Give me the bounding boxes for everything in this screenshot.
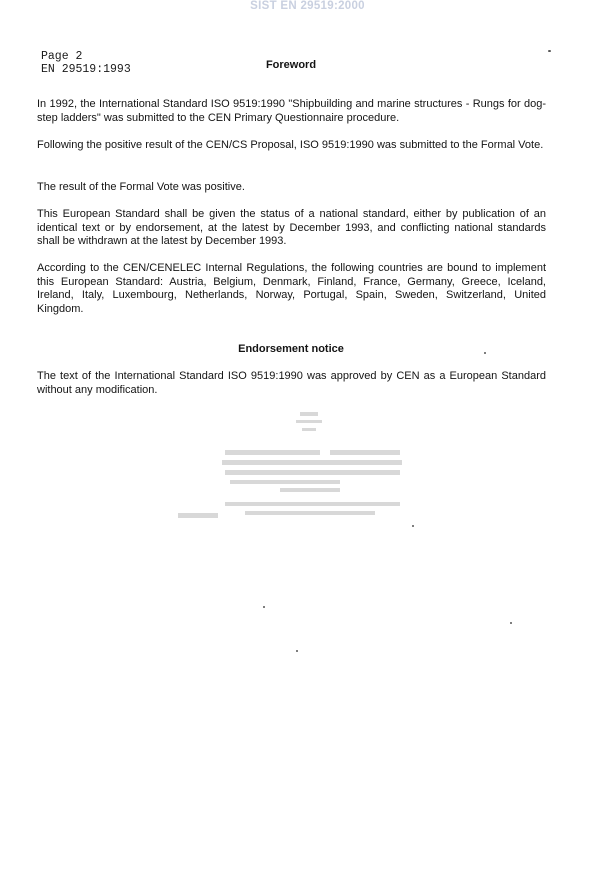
foreword-paragraph: In 1992, the International Standard ISO 9519:1990 "Shipbuilding and marine structures - Rungs for dog-step ladders" was submitted to the CEN Primary Questionnaire procedure. <box>37 98 546 124</box>
endorsement-heading: Endorsement notice <box>238 343 344 355</box>
scan-speck <box>510 622 512 624</box>
foreword-heading: Foreword <box>265 59 317 71</box>
scan-speck <box>412 525 414 527</box>
page-number: Page 2 <box>41 50 83 63</box>
scan-speck <box>296 650 298 652</box>
foreword-paragraph: The result of the Formal Vote was positive. <box>37 181 245 193</box>
document-number: EN 29519:1993 <box>41 63 131 76</box>
faded-stamp-graphic <box>170 410 420 530</box>
scan-speck <box>548 50 551 52</box>
foreword-paragraph: This European Standard shall be given the status of a national standard, either by publication of an identical text or by endorsement, at the latest by December 1993, and conflicting national standards shall be withdrawn at the latest by December 1993. <box>37 208 546 248</box>
foreword-paragraph: According to the CEN/CENELEC Internal Regulations, the following countries are bound to implement this European Standard: Austria, Belgium, Denmark, Finland, France, Germany, Greece, Iceland, Ireland, Italy, Luxembourg, Netherlands, Norway, Portugal, Spain, Sweden, Switzerland, United Kingdom. <box>37 262 546 315</box>
watermark: SIST EN 29519:2000 <box>250 0 365 12</box>
scan-speck <box>263 606 265 608</box>
foreword-paragraph: Following the positive result of the CEN/CS Proposal, ISO 9519:1990 was submitted to the Formal Vote. <box>37 139 544 151</box>
scan-speck <box>484 352 486 354</box>
endorsement-paragraph: The text of the International Standard ISO 9519:1990 was approved by CEN as a European Standard without any modification. <box>37 370 546 396</box>
